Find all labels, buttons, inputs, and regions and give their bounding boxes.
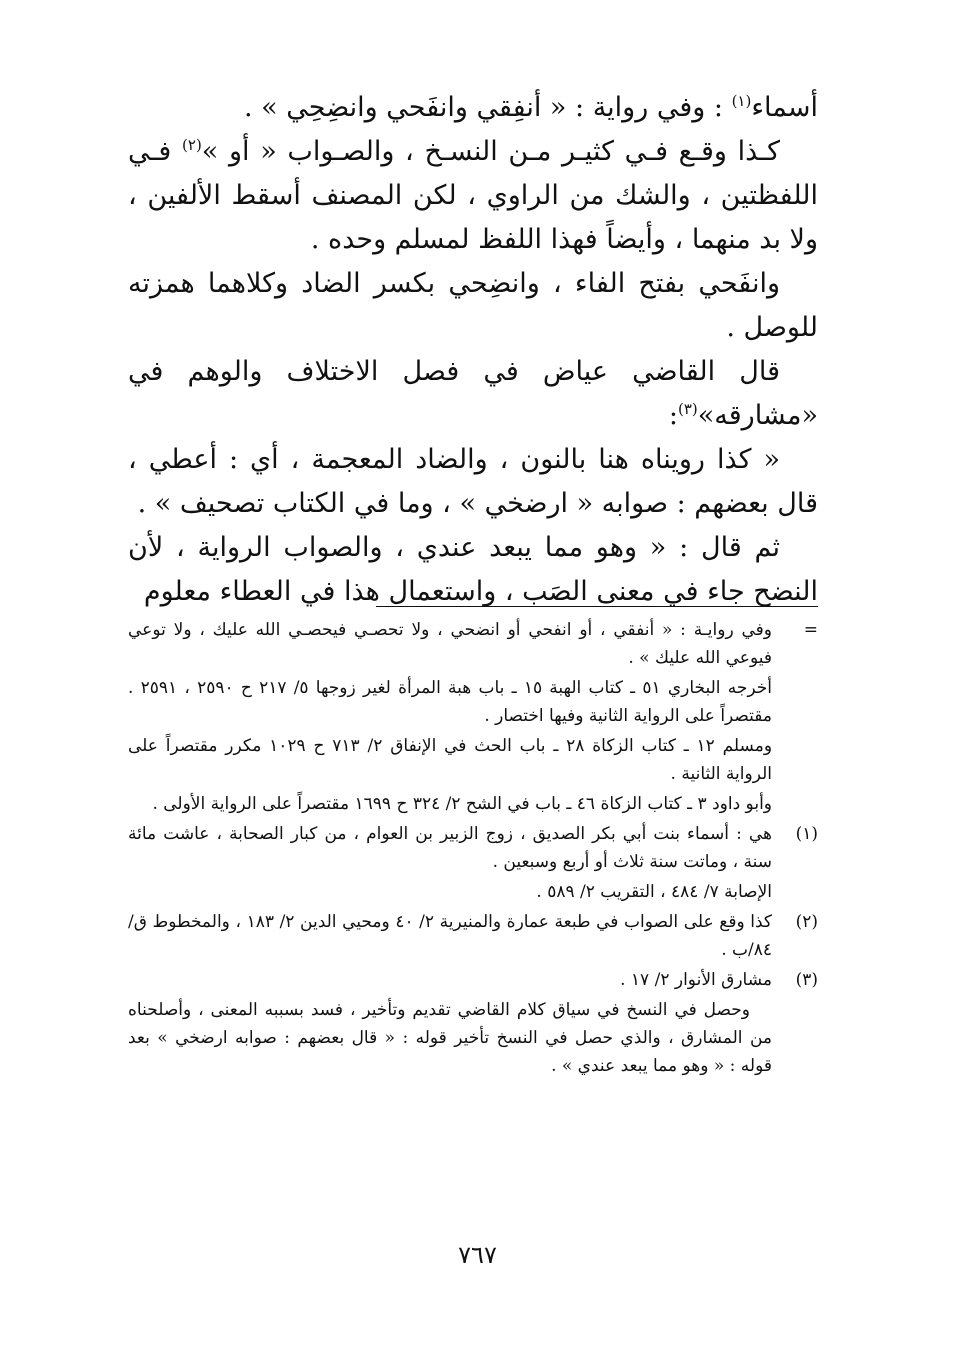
paragraph-4-rest: : <box>668 400 678 431</box>
paragraph-2 <box>128 130 818 262</box>
paragraph-5-quote: « كذا رويناه هنا بالنون ، والضاد المعجمة ، أي : أعطي ، قال بعضهم : صوابه « ارضخي » ، وما في الكتاب تصحيف » . <box>128 444 818 519</box>
footnote-3-extra: وحصل في النسخ في سياق كلام القاضي تقديم وتأخير ، فسد بسببه المعنى ، وأصلحناه من المشارق ، والذي حصل في النسخ تأخير قوله : « قال بعضهم : صوابه ارضخي » بعد قوله : « وهو مما يبعد عندي » . <box>128 1000 772 1076</box>
footnote-ref-3[interactable]: (٣) <box>677 400 698 418</box>
main-text <box>128 86 818 614</box>
footnote-3 <box>128 966 818 994</box>
continuation-mark: = <box>803 620 818 640</box>
footnote-1 <box>128 820 818 876</box>
continuation-text-1: وفي روايـة : « أنفقي ، أو انفحي أو انضحي ، ولا تحصـي فيحصـي الله عليك ، ولا توعي فيوعي الله عليك » . <box>128 620 772 668</box>
paragraph-1-rest: : وفي رواية : « أنفِقي وانفَحي وانضِحِي » . <box>244 92 732 123</box>
paragraph-2-rest: فـي اللفظتين ، والشك من الراوي ، لكن المصنف أسقط الألفين ، ولا بد منهما ، وأيضاً فهذا اللفظ لمسلم وحده . <box>128 136 818 255</box>
paragraph-4-start: قال القاضي عياض في فصل الاختلاف والوهم في «مشارقه» <box>128 356 818 431</box>
footnote-1-text: هي : أسماء بنت أبي بكر الصديق ، زوج الزبير بن العوام ، من كبار الصحابة ، عاشت مائة سنة ، وماتت سنة ثلاث أو أربع وسبعين . <box>128 824 772 872</box>
footnote-divider <box>376 606 818 607</box>
page-number: ٧٦٧ <box>458 1241 497 1269</box>
paragraph-4 <box>128 350 818 438</box>
footnote-1-reference: الإصابة ٧/ ٤٨٤ ، التقريب ٢/ ٥٨٩ . <box>536 882 772 902</box>
footnote-2-text: كذا وقع على الصواب في طبعة عمارة والمنيرية ٢/ ٤٠ ومحيي الدين ٢/ ١٨٣ ، والمخطوط ق/ ٨٤/ب . <box>128 912 772 960</box>
footnote-3-text: مشارق الأنوار ٢/ ١٧ . <box>620 970 772 990</box>
paragraph-1 <box>128 86 818 130</box>
paragraph-3: وانفَحي بفتح الفاء ، وانضِحي بكسر الضاد وكلاهما همزته للوصل . <box>128 268 818 343</box>
footnote-1-mark: (١) <box>795 824 818 844</box>
footnote-ref-2[interactable]: (٢) <box>182 136 202 154</box>
footnote-2 <box>128 908 818 964</box>
paragraph-1-start: أسماء <box>751 92 818 123</box>
footnote-ref-1[interactable]: (١) <box>731 92 752 110</box>
continuation-text-2: أخرجه البخاري ٥١ ـ كتاب الهبة ١٥ ـ باب هبة المرأة لغير زوجها ٥/ ٢١٧ ح ٢٥٩٠ ، ٢٥٩١ . مقتصراً على الرواية الثانية وفيها اختصار . <box>128 678 772 726</box>
paragraph-6: ثم قال : « وهو مما يبعد عندي ، والصواب الرواية ، لأن النضح جاء في معنى الصَب ، واستعمال هذا في العطاء معلوم <box>128 532 818 607</box>
footnotes <box>128 616 818 1082</box>
continuation-text-3: ومسلم ١٢ ـ كتاب الزكاة ٢٨ ـ باب الحث في الإنفاق ٢/ ٧١٣ ح ١٠٢٩ مكرر مقتصراً على الرواية الثانية . <box>128 736 773 784</box>
footnote-3-mark: (٣) <box>795 970 818 990</box>
continuation-text-4: وأبو داود ٣ ـ كتاب الزكاة ٤٦ ـ باب في الشح ٢/ ٣٢٤ ح ١٦٩٩ مقتصراً على الرواية الأولى . <box>152 794 772 814</box>
footnote-continuation <box>128 616 818 672</box>
paragraph-2-start: كـذا وقـع فـي كثيـر مـن النسـخ ، والصـواب « أو » <box>201 136 781 167</box>
footnote-2-mark: (٢) <box>795 912 818 932</box>
